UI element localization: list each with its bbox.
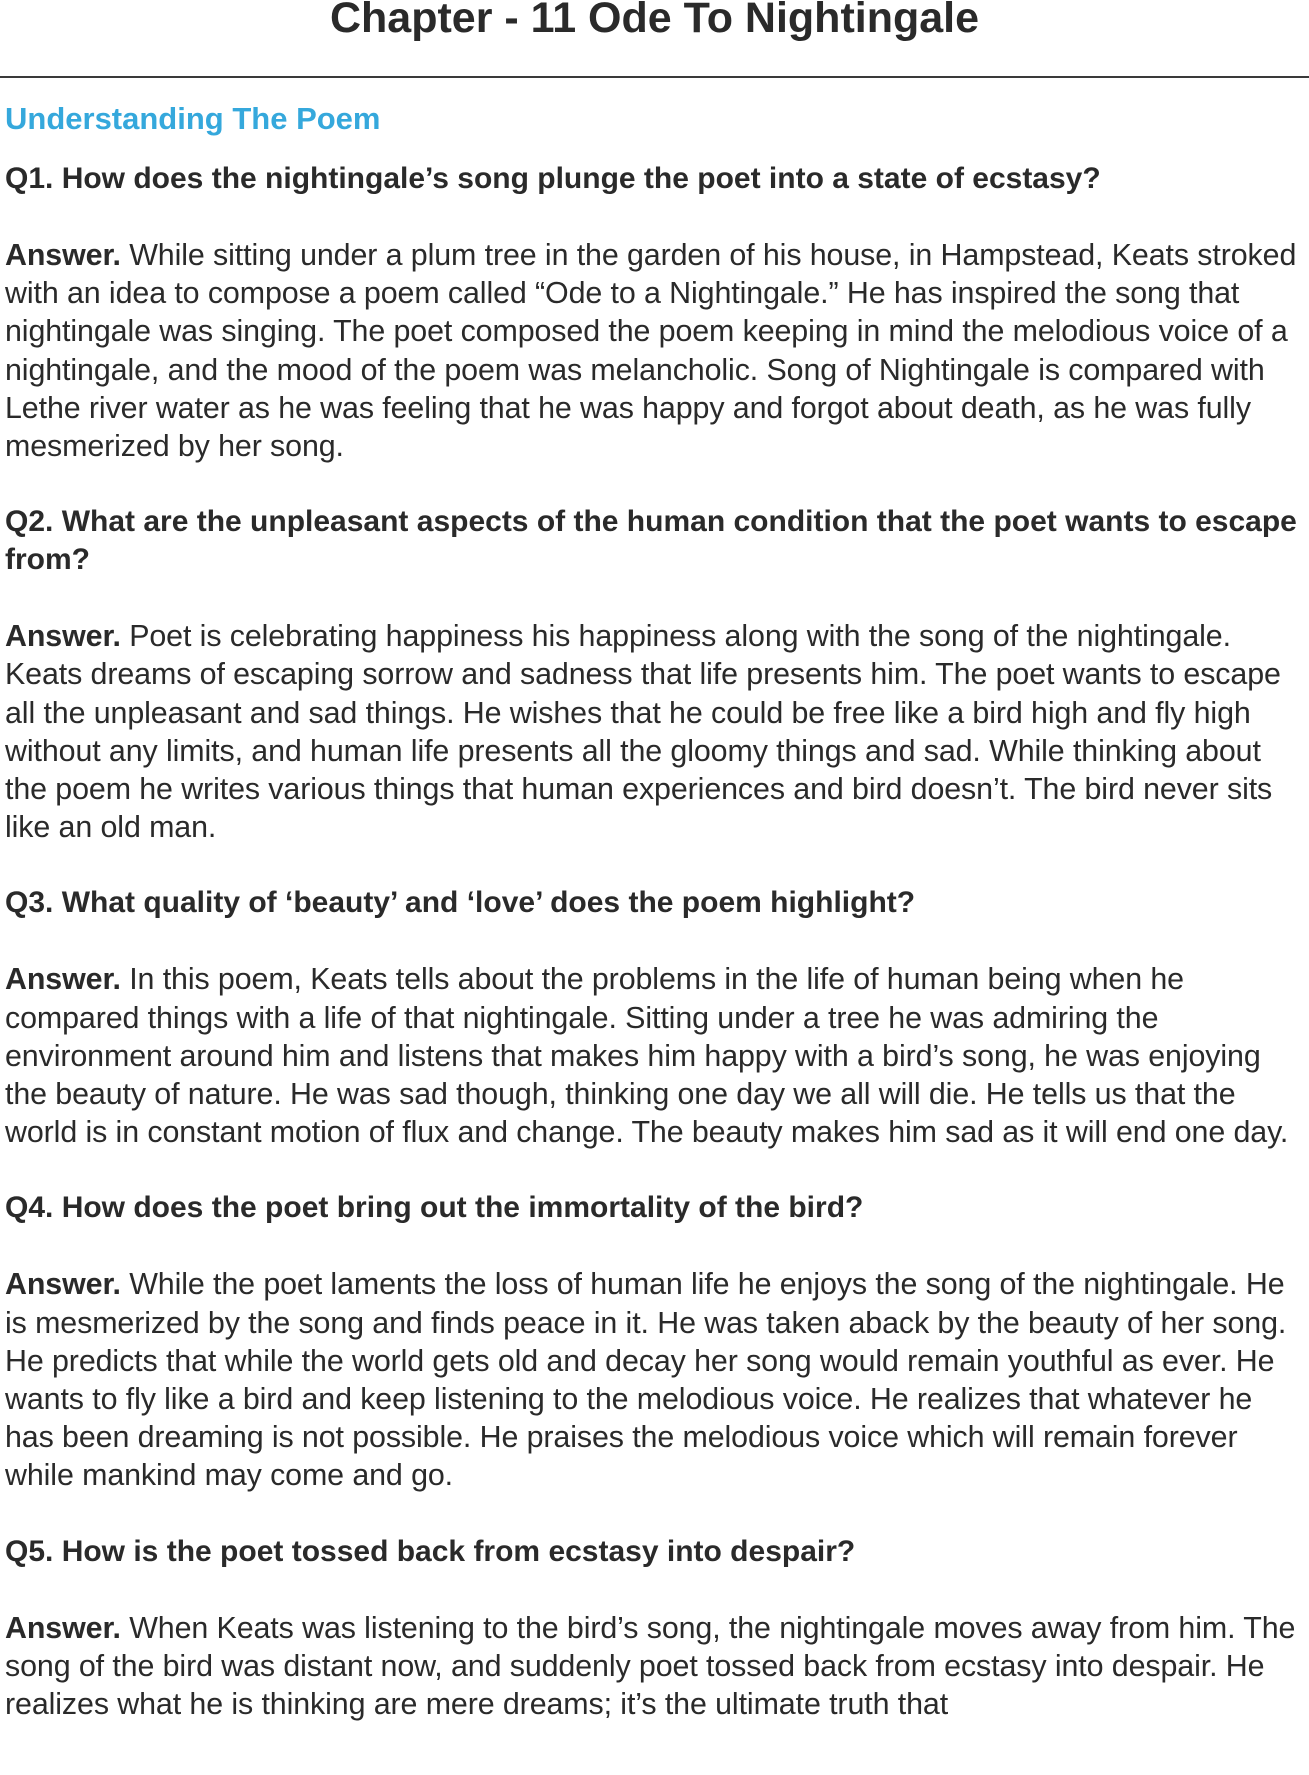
qa-item-4 <box>5 1189 1303 1494</box>
question-text: Q5. How is the poet tossed back from ecstasy into despair? <box>5 1534 856 1568</box>
answer-text: While sitting under a plum tree in the garden of his house, in Hampstead, Keats stroked with an idea to compose a poem called “Ode to a Nightingale.” He has inspired the song that nightingale was singing. The poet composed the poem keeping in mind the melodious voice of a nightingale, and the mood of the poem was melancholic. Song of Nightingale is compared with Lethe river water as he was feeling that he was happy and forgot about death, as he was fully mesmerized by her song. <box>5 238 1297 464</box>
page-title: Chapter - 11 Ode To Nightingale <box>329 0 980 42</box>
qa-item-3 <box>5 884 1303 1151</box>
qa-item-2 <box>5 503 1303 846</box>
question-text: Q1. How does the nightingale’s song plunge the poet into a state of ecstasy? <box>5 162 1101 195</box>
answer-text: Poet is celebrating happiness his happiness along with the song of the nightingale. Keats dreams of escaping sorrow and sadness that life presents him. The poet wants to escape all the unpleasant and sad things. He wishes that he could be free like a bird high and fly high without any limits, and human life presents all the gloomy things and sad. While thinking about the poem he writes various things that human experiences and bird doesn’t. The bird never sits like an old man. <box>5 619 1281 845</box>
answer-paragraph <box>5 617 1303 846</box>
answer-label: Answer. <box>5 238 121 272</box>
title-divider <box>0 76 1309 78</box>
answer-text: In this poem, Keats tells about the problems in the life of human being when he compared things with a life of that nightingale. Sitting under a tree he was admiring the environment around him and listens that makes him happy with a bird’s song, he was enjoying the beauty of nature. He was sad though, thinking one day we all will die. He tells us that the world is in constant motion of flux and change. The beauty makes him sad as it will end one day. <box>5 962 1289 1150</box>
answer-text: While the poet laments the loss of human life he enjoys the song of the nightingale. He is mesmerized by the song and finds peace in it. He was taken aback by the beauty of her song. He predicts that while the world gets old and decay her song would remain youthful as ever. He wants to fly like a bird and keep listening to the melodious voice. He realizes that whatever he has been dreaming is not possible. He praises the melodious voice which will remain forever while mankind may come and go. <box>5 1267 1287 1493</box>
answer-paragraph <box>5 236 1303 465</box>
answer-paragraph <box>5 1265 1303 1494</box>
section-heading: Understanding The Poem <box>5 101 381 136</box>
answer-label: Answer. <box>5 962 121 997</box>
answer-label: Answer. <box>5 1610 121 1645</box>
answer-paragraph <box>5 960 1303 1151</box>
qa-item-1 <box>5 160 1303 465</box>
answer-paragraph <box>5 1609 1303 1724</box>
question-text: Q2. What are the unpleasant aspects of the human condition that the poet wants to escape from? <box>5 505 1297 577</box>
document-body <box>5 100 1303 1761</box>
question-text: Q4. How does the poet bring out the immortality of the bird? <box>5 1191 864 1225</box>
question-text: Q3. What quality of ‘beauty’ and ‘love’ does the poem highlight? <box>5 886 916 920</box>
qa-item-5 <box>5 1533 1303 1724</box>
answer-label: Answer. <box>5 1267 121 1302</box>
answer-label: Answer. <box>5 619 121 654</box>
answer-text: When Keats was listening to the bird’s song, the nightingale moves away from him. The song of the bird was distant now, and suddenly poet tossed back from ecstasy into despair. He realizes what he is thinking are mere dreams; it’s the ultimate truth that <box>5 1610 1296 1722</box>
